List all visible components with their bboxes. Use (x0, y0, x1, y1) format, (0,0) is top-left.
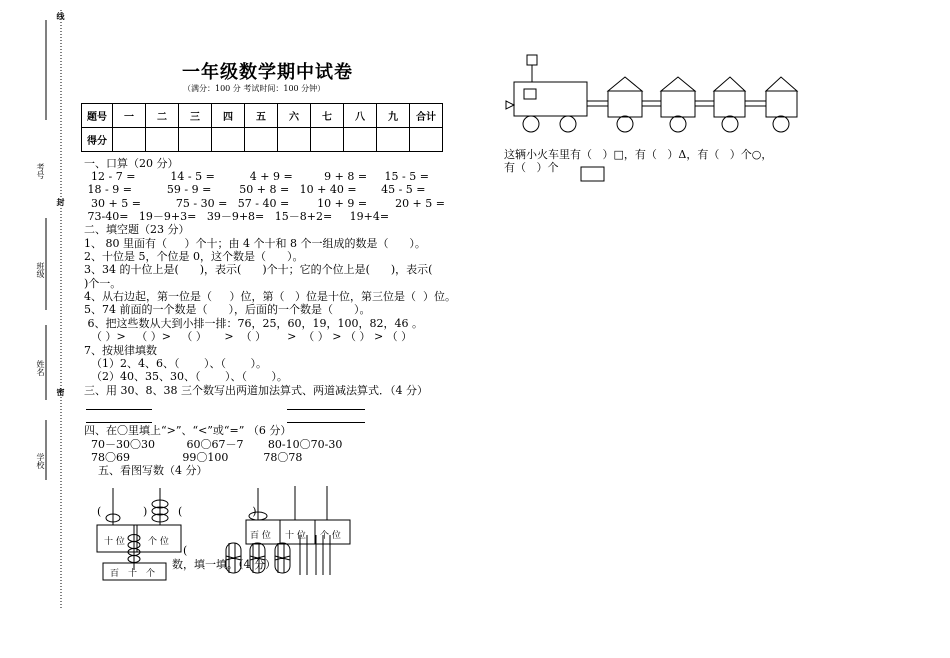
question-line: 12 - 7 = 14 - 5 = 4 + 9 = 9 + 8 = 15 - 5 = (84, 170, 429, 183)
mark-secret: 密 (56, 388, 66, 396)
table-cell: 八 (344, 104, 377, 128)
question-line: 18 - 9 = 59 - 9 = 50 + 8 = 10 + 40 = 45 - 5 = (84, 183, 426, 196)
question-line: （ ）> （ ）> （ ） > （ ） > （ ） > （ ） > （ ） (84, 330, 413, 343)
table-cell: 二 (146, 104, 179, 128)
question-line: 30 + 5 = 75 - 30 = 57 - 40 = 10 + 9 = 20 + 5 = (84, 197, 445, 210)
abacus-label-tens: 十 位 (285, 531, 306, 541)
table-cell: 六 (278, 104, 311, 128)
mark-seal: 封 (56, 198, 66, 206)
question-line: 3、34 的十位上是( )，表示( )个十；它的个位上是( )，表示( (84, 263, 433, 276)
question-line: 1、 80 里面有（ ）个十；由 4 个十和 8 个一组成的数是（ ）。 (84, 237, 426, 250)
abacus-paren-right: ( ) (178, 505, 257, 518)
question-line: 4、从右边起，第一位是（ ）位，第（ ）位是十位，第三位是（ ）位。 (84, 290, 456, 303)
table-cell: 五 (245, 104, 278, 128)
train-question-line-1: 这辆小火车里有（ ）□，有（ ）Δ，有（ ）个○， (504, 148, 773, 161)
mark-line: 线 (56, 12, 66, 20)
table-cell: 得分 (82, 128, 113, 152)
abacus-bottom-hundreds: 百 (110, 569, 120, 579)
section-heading: 四、在〇里填上“>”、“<”或“=” （6 分） (84, 424, 292, 437)
abacus-bottom-tens: 十 (128, 569, 138, 579)
page-subtitle: （满分：100 分 考试时间：100 分钟） (183, 84, 326, 93)
question-line: 7、按规律填数 (84, 344, 157, 357)
abacus-instruction: 数，填一填。（4 分） (172, 558, 276, 571)
section-heading: 五、看图写数（4 分） (84, 464, 208, 477)
table-cell: 四 (212, 104, 245, 128)
abacus-label-ones: 个 位 (148, 537, 169, 547)
label-school: 学校 (36, 453, 45, 469)
page-title: 一年级数学期中试卷 (182, 62, 353, 83)
table-cell: 九 (377, 104, 410, 128)
question-line: （1）2、4、6、（ ）、（ ）。 (84, 357, 267, 370)
table-cell: 一 (113, 104, 146, 128)
question-line: （2）40、35、30、（ ）、（ ）。 (84, 370, 288, 383)
section-heading: 三、用 30、8、38 三个数写出两道加法算式、两道减法算式．（4 分） (84, 384, 428, 397)
abacus-bottom-ones: 个 (146, 569, 156, 579)
question-line: 6、把这些数从大到小排一排：76，25，60，19，100，82，46 。 (84, 317, 423, 330)
train-question-line-2: 有（ ）个 (504, 161, 559, 174)
abacus-label-hundreds: 百 位 (250, 531, 271, 541)
table-cell: 题号 (82, 104, 113, 128)
label-name: 姓名 (36, 360, 45, 376)
label-exam-number: 考号 (36, 163, 45, 179)
table-cell: 七 (311, 104, 344, 128)
table-cell: 三 (179, 104, 212, 128)
abacus-paren-left: ( (97, 505, 102, 518)
question-line: 70－30〇30 60〇67－7 80-10〇70-30 (84, 438, 343, 451)
question-line: 5、74 前面的一个数是（ ），后面的一个数是（ ）。 (84, 303, 371, 316)
question-line: 73-40= 19－9+3= 39－9+8= 15－8+2= 19+4= (84, 210, 390, 223)
section-heading: 一、口算（20 分） (84, 157, 179, 170)
abacus-label-ones: 个 位 (320, 531, 341, 541)
section-heading: 二、填空题（23 分） (84, 223, 190, 236)
question-line: )个一。 (84, 277, 122, 290)
table-cell: 合计 (410, 104, 443, 128)
abacus-paren-extra: ( (183, 544, 188, 557)
label-class: 班级 (36, 262, 45, 278)
question-line: 78〇69 99〇100 78〇78 (84, 451, 303, 464)
abacus-paren-mid: ) (143, 505, 148, 518)
question-line: 2、十位是 5，个位是 0，这个数是（ ）。 (84, 250, 304, 263)
abacus-label-tens: 十 位 (104, 537, 125, 547)
